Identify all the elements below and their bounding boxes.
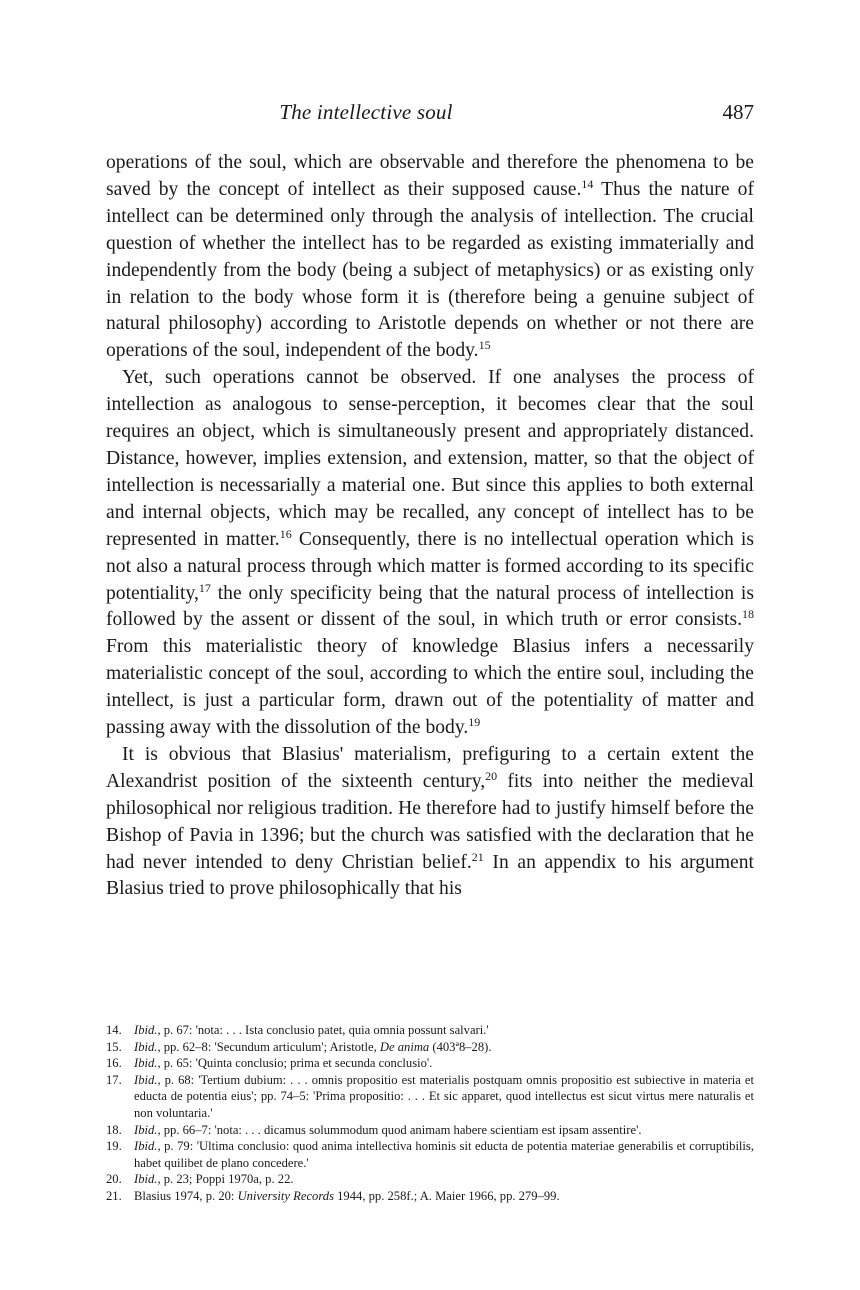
- paragraph-text: Thus the nature of intellect can be determined only through the analysis of intellection. The crucial question of whether the intellect has to be regarded as existing immaterially and independently from the body (being a subject of metaphysics) or as existing only in relation to the body whose form it is (therefore being a genuine subject of natural philosophy) according to Aristotle depends on whether or not there are operations of the soul, independent of the body.: [106, 178, 754, 362]
- footnote-body: , p. 23; Poppi 1970a, p. 22.: [157, 1172, 294, 1187]
- footnote-16: [106, 1055, 754, 1072]
- paragraph-text: operations of the soul, which are observable and therefore the phenomena to be saved by the concept of intellect as their supposed cause.: [106, 152, 754, 200]
- paragraph-text: Yet, such operations cannot be observed. If one analyses the process of intellection as analogous to sense-perception, it becomes clear that the soul requires an object, which is simultaneously present and appropriately distanced. Distance, however, implies extension, and extension, matter, so that the object of intellection is necessarially a material one. But since this applies to both external and internal objects, which may be recalled, any concept of intellect has to be represented in matter.: [106, 367, 754, 550]
- footnote-body: , pp. 62–8: 'Secundum articulum'; Aristotle,: [157, 1039, 380, 1054]
- paragraph-text: Consequently, there is no intellectual operation which is not also a natural process through which matter is formed according to its specific potentiality,: [106, 528, 754, 604]
- footnote-reference: 20: [485, 768, 498, 783]
- footnote-body: , p. 68: 'Tertium dubium: . . . omnis propositio est materialis postquam omnis propositio est subiective in materia et educta de potentia eius'; pp. 74–5: 'Prima propositio: . . . Et sic apparet, quod intellectus est sicut virtus mere naturalis et non voluntaria.': [134, 1072, 754, 1120]
- footnote-number: 15.: [106, 1039, 122, 1054]
- footnote-body: , p. 79: 'Ultima conclusio: quod anima intellectiva hominis sit educta de potentia materiae generabilis et corruptibilis, habet quilibet de plano concedere.': [134, 1139, 754, 1170]
- footnote-body: 1944, pp. 258f.; A. Maier 1966, pp. 279–99.: [333, 1188, 560, 1203]
- footnote-number: 21.: [106, 1188, 122, 1203]
- footnote-reference: 15: [478, 338, 491, 353]
- footnote-body: , p. 67: 'nota: . . . Ista conclusio patet, quia omnia possunt salvari.': [157, 1023, 489, 1037]
- paragraph-text: In an appendix to his argument Blasius tried to prove philosophically that his: [106, 851, 754, 900]
- footnote-number: 18.: [106, 1122, 122, 1137]
- running-title: The intellective soul: [279, 100, 453, 124]
- paragraph-text: fits into neither the medieval philosophical nor religious tradition. He therefore had to justify himself before the Bishop of Pavia in 1396; but the church was satisfied with the declaration that he had never intended to deny Christian belief.: [106, 770, 754, 873]
- paragraph-text: the only specificity being that the natural process of intellection is followed by the assent or dissent of the soul, in which truth or error consists.: [106, 582, 754, 631]
- footnote-reference: 19: [468, 715, 481, 730]
- footnote-text: [134, 1072, 754, 1122]
- paragraph-1: [106, 150, 754, 365]
- footnote-15: [106, 1039, 754, 1056]
- main-text: [106, 150, 754, 903]
- running-header: [106, 100, 754, 130]
- work-title: University Records: [237, 1188, 334, 1203]
- footnotes: [106, 1022, 754, 1205]
- footnote-reference: 16: [279, 526, 292, 541]
- footnote-text: [134, 1188, 754, 1205]
- work-title: De anima: [379, 1039, 430, 1054]
- footnote-number: 17.: [106, 1072, 122, 1087]
- footnote-14: [106, 1022, 754, 1039]
- footnote-20: [106, 1171, 754, 1188]
- paragraph-text: From this materialistic theory of knowledge Blasius infers a necessarily materialistic concept of the soul, according to which the entire soul, including the intellect, is just a particular form, drawn out of the potentiality of matter and passing away with the dissolution of the body.: [106, 636, 754, 739]
- footnote-reference: 14: [581, 176, 594, 191]
- footnote-reference: 18: [742, 607, 754, 622]
- paragraph-text: It is obvious that Blasius' materialism, prefiguring to a certain extent the Alexandrist position of the sixteenth century,: [106, 743, 754, 792]
- footnote-21: [106, 1188, 754, 1205]
- footnote-text: [134, 1122, 754, 1139]
- footnote-body: , p. 65: 'Quinta conclusio; prima et secunda conclusio'.: [157, 1056, 433, 1071]
- footnote-text: [134, 1022, 754, 1039]
- ibid: Ibid.: [134, 1056, 158, 1071]
- footnote-18: [106, 1122, 754, 1139]
- ibid: Ibid.: [134, 1023, 158, 1037]
- footnote-body: , pp. 66–7: 'nota: . . . dicamus solummodum quod animam habere scientiam est ipsam assentire'.: [157, 1122, 642, 1137]
- footnote-text: [134, 1055, 754, 1072]
- footnote-reference: 21: [471, 849, 484, 864]
- ibid: Ibid.: [134, 1139, 158, 1154]
- footnote-text: [134, 1171, 754, 1188]
- footnote-body: (403ª8–28).: [429, 1039, 492, 1054]
- ibid: Ibid.: [134, 1122, 158, 1137]
- page-number: 487: [722, 100, 754, 124]
- paragraph-2: [106, 365, 754, 742]
- footnote-17: [106, 1072, 754, 1122]
- ibid: Ibid.: [134, 1172, 158, 1187]
- footnote-text: [134, 1138, 754, 1171]
- ibid: Ibid.: [134, 1072, 158, 1087]
- footnote-number: 14.: [106, 1023, 122, 1037]
- paragraph-3: [106, 742, 754, 903]
- footnote-text: [134, 1039, 754, 1056]
- footnote-reference: 17: [198, 580, 211, 595]
- footnote-19: [106, 1138, 754, 1171]
- footnote-body: Blasius 1974, p. 20:: [134, 1188, 238, 1203]
- footnote-number: 20.: [106, 1172, 122, 1187]
- footnote-number: 16.: [106, 1056, 122, 1071]
- footnote-number: 19.: [106, 1139, 122, 1154]
- ibid: Ibid.: [134, 1039, 158, 1054]
